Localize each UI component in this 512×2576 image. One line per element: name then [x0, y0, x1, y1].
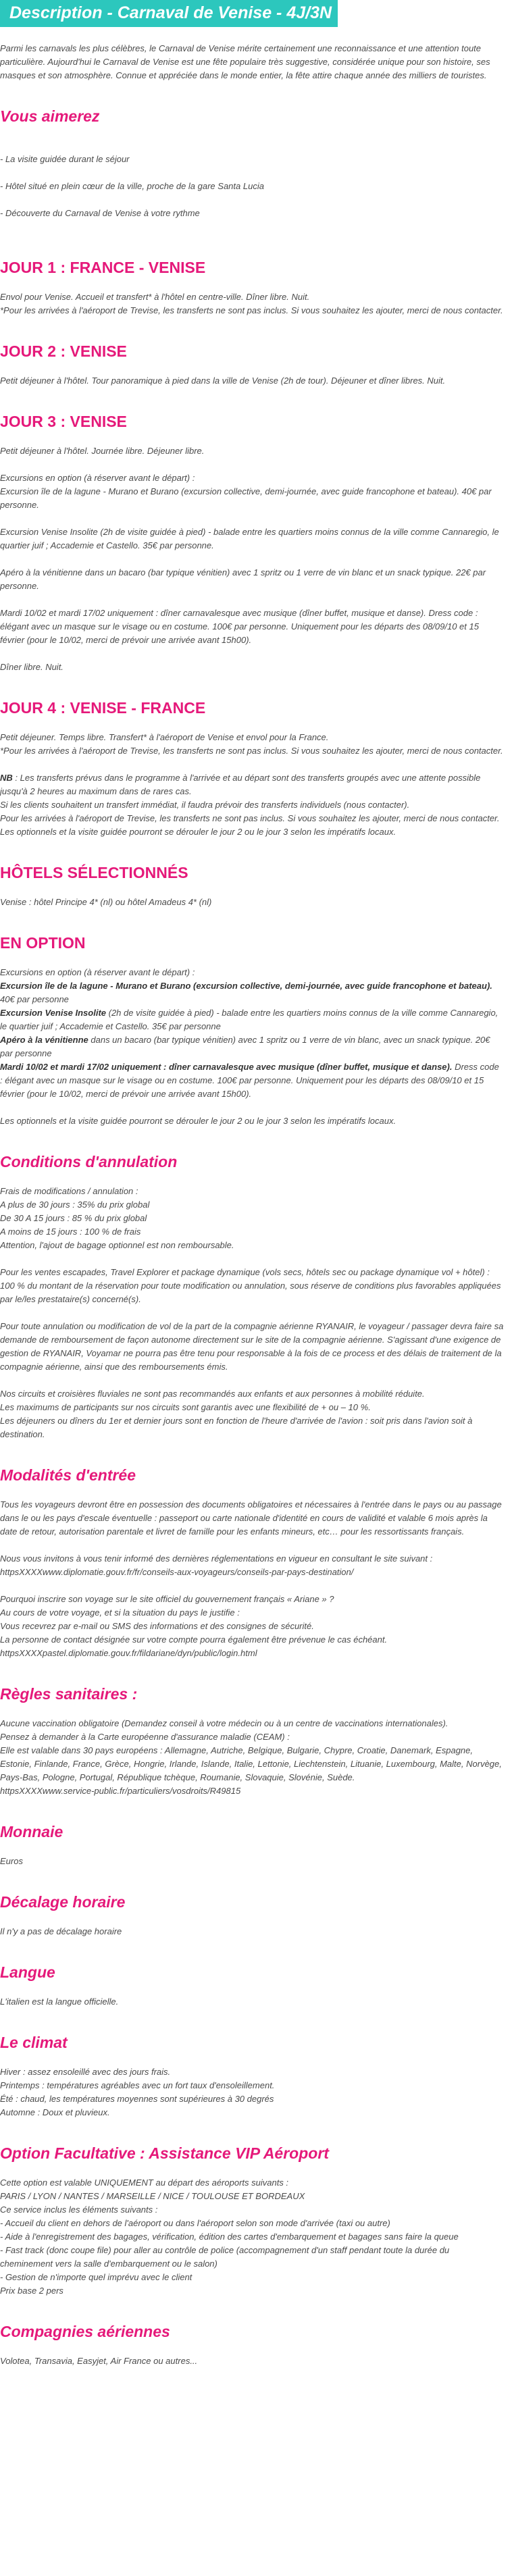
decalage-heading: Décalage horaire	[0, 1893, 126, 1911]
annulation-circuits: Nos circuits et croisières fluviales ne sont pas recommandés aux enfants et aux personnes à mobilité réduite. Les maximums de participants sur nos circuits sont garantis avec une flexibilité de + ou – 10 %. Les déjeuners ou dîners du 1er et dernier jours sont en fonction de l'heure d'arrivée de l'avion : soit pris dans l'avion soit à destination.	[0, 1389, 473, 1439]
hotels-text: Venise : hôtel Principe 4* (nl) ou hôtel Amadeus 4* (nl)	[0, 897, 212, 907]
day3-end: Dîner libre. Nuit.	[0, 662, 63, 672]
monnaie-heading: Monnaie	[0, 1823, 63, 1840]
nb-label: NB	[0, 773, 13, 783]
day3-insolite: Excursion Venise Insolite (2h de visite guidée à pied) - balade entre les quartiers moins connus de la ville comme Cannaregio, le quartier juif ; Accademie et Castello. 35€ par personne.	[0, 527, 499, 550]
option-diner	[0, 1060, 504, 1101]
entree-reglementation: Nous vous invitons à vous tenir informé des dernières réglementations en vigueur en consultant le site suivant : httpsXXXXwww.diplomatie.gouv.fr/fr/conseils-aux-voyageurs/conseils-par-pays-destination/	[0, 1553, 433, 1577]
day1-heading: JOUR 1 : FRANCE - VENISE	[0, 259, 206, 276]
day2-text: Petit déjeuner à l'hôtel. Tour panoramique à pied dans la ville de Venise (2h de tour). Déjeuner et dîner libres. Nuit.	[0, 376, 446, 386]
option-diner-title: Mardi 10/02 et mardi 17/02 uniquement : dîner carnavalesque avec musique (dîner buffet, musique et danse).	[0, 1062, 453, 1072]
option-diner-text: Dress code : élégant avec un masque sur le visage ou en costume. 100€ par personne. Uniquement pour les départs des 08/09/10 et 15 février (pour le 10/02, merci de prévoir une arrivée avant 15h00).	[0, 1062, 499, 1099]
day3-options: Excursions en option (à réserver avant le départ) : Excursion île de la lagune - Murano et Burano (excursion collective, demi-journée, avec guide francophone et bateau). 40€ par personne.	[0, 473, 492, 510]
section-heading-aimerez: Vous aimerez	[0, 107, 100, 125]
option-note: Les optionnels et la visite guidée pourront se dérouler le jour 2 ou le jour 3 selon les impératifs locaux.	[0, 1116, 396, 1126]
langue-heading: Langue	[0, 1963, 55, 1981]
day3-apero: Apéro à la vénitienne dans un bacaro (bar typique vénitien) avec 1 spritz ou 1 verre de vin blanc et un snack typique. 22€ par personne.	[0, 567, 486, 591]
option-intro: Excursions en option (à réserver avant le départ) :	[0, 967, 195, 977]
day4-nb	[0, 771, 504, 839]
climat-heading: Le climat	[0, 2034, 68, 2051]
sanitaires-text: Aucune vaccination obligatoire (Demandez conseil à votre médecin ou à un centre de vaccinations internationales). Pensez à demander à la Carte européenne d'assurance maladie (CEAM) : Elle est valable dans 30 pays européens : Allemagne, Autriche, Belgique, Bulgarie, Chypre, Croatie, Danemark, Espagne, Estonie, Finlande, France, Grèce, Hongrie, Irlande, Islande, Italie, Lettonie, Liechtenstein, Lituanie, Luxembourg, Malte, Norvège, Pays-Bas, Pologne, Portugal, République tchèque, Roumanie, Slovaquie, Slovénie, Suède. httpsXXXXwww.service-public.fr/particuliers/vosdroits/R49815	[0, 1718, 502, 1796]
day4-heading: JOUR 4 : VENISE - FRANCE	[0, 699, 206, 717]
day3-diner-carnaval: Mardi 10/02 et mardi 17/02 uniquement : dîner carnavalesque avec musique (dîner buffet, musique et danse). Dress code : élégant avec un masque sur le visage ou en costume. 100€ par personne. Uniquement pour les départs des 08/09/10 et 15 février (pour le 10/02, merci de prévoir une arrivée avant 15h00).	[0, 608, 479, 645]
annulation-fees: Frais de modifications / annulation : A plus de 30 jours : 35% du prix global De 30 A 15 jours : 85 % du prix global A moins de 15 jours : 100 % de frais Attention, l'ajout de bagage optionnel est non remboursable.	[0, 1186, 234, 1250]
option-insolite-text: (2h de visite guidée à pied) - balade entre les quartiers moins connus de la ville comme Cannaregio, le quartier juif ; Accademie et Castello. 35€ par personne	[0, 1008, 498, 1031]
option-apero-text: dans un bacaro (bar typique vénitien) avec 1 spritz ou 1 verre de vin blanc, avec un snack typique. 20€ par personne	[0, 1035, 490, 1058]
list-item: - La visite guidée durant le séjour	[0, 154, 130, 164]
option-insolite	[0, 1006, 504, 1033]
option-heading: EN OPTION	[0, 934, 86, 952]
list-item: - Hôtel situé en plein cœur de la ville, proche de la gare Santa Lucia	[0, 181, 264, 191]
entree-ariane: Pourquoi inscrire son voyage sur le site officiel du gouvernement français « Ariane » ? Au cours de votre voyage, et si la situation du pays le justifie : Vous recevrez par e-mail ou SMS des informations et des consignes de sécurité. La personne de contact désignée sur votre compte pourra également être prévenue le cas échéant. httpsXXXXpastel.diplomatie.gouv.fr/fildariane/dyn/public/login.html	[0, 1594, 388, 1658]
option-lagune	[0, 979, 504, 1006]
annulation-escapades: Pour les ventes escapades, Travel Explorer et package dynamique (vols secs, hôtels sec ou package dynamique vol + hôtel) : 100 % du montant de la réservation pour toute modification ou annulation, sous réserve de conditions plus favorables appliquées par le/les prestataire(s) concerné(s).	[0, 1267, 501, 1304]
nb-text: : Les transferts prévus dans le programme à l'arrivée et au départ sont des transferts groupés avec une attente possible jusqu'à 2 heures au maximum dans de rares cas. Si les clients souhaitent un transfert immédiat, il faudra prévoir des transferts individuels (nous contacter). Pour les arrivées à l'aéroport de Trevise, les transferts ne sont pas inclus. Si vous souhaitez les ajouter, merci de nous contacter. Les optionnels et la visite guidée pourront se dérouler le jour 2 ou le jour 3 selon les impératifs locaux.	[0, 773, 500, 837]
climat-text: Hiver : assez ensoleillé avec des jours frais. Printemps : températures agréables avec un fort taux d'ensoleillement. Été : chaud, les températures moyennes sont supérieures à 30 degrés Automne : Doux et pluvieux.	[0, 2067, 275, 2117]
compagnies-heading: Compagnies aériennes	[0, 2323, 170, 2340]
langue-text: L'italien est la langue officielle.	[0, 1997, 119, 2007]
intro-text: Parmi les carnavals les plus célèbres, le Carnaval de Venise mérite certainement une reconnaissance et une attention toute particulière. Aujourd'hui le Carnaval de Venise est une fête populaire très suggestive, considérée unique pour son histoire, ses masques et son atmosphère. Connue et appréciée dans le monde entier, la fête attire chaque année des milliers de touristes.	[0, 43, 490, 80]
vip-heading: Option Facultative : Assistance VIP Aéroport	[0, 2144, 329, 2162]
decalage-text: Il n'y a pas de décalage horaire	[0, 1926, 122, 1936]
annulation-heading: Conditions d'annulation	[0, 1153, 178, 1170]
annulation-ryanair: Pour toute annulation ou modification de vol de la part de la compagnie aérienne RYANAIR, le voyageur / passager devra faire sa demande de remboursement de façon autonome directement sur le site de la compagnie aérienne. S'agissant d'une exigence de gestion de RYANAIR, Voyamar ne pourra pas être tenu pour responsable à la fois de ce process et des délais de traitement de la compagnie aérienne, ainsi que des remboursements émis.	[0, 1321, 504, 1372]
option-insolite-title: Excursion Venise Insolite	[0, 1008, 107, 1018]
sanitaires-heading: Règles sanitaires :	[0, 1685, 138, 1703]
page-title: Description - Carnaval de Venise - 4J/3N	[0, 0, 338, 27]
option-lagune-price: 40€ par personne	[0, 994, 69, 1004]
day2-heading: JOUR 2 : VENISE	[0, 342, 127, 360]
entree-documents: Tous les voyageurs devront être en possession des documents obligatoires et nécessaires à l'entrée dans le pays ou au passage dans le ou les pays d'escale éventuelle : passeport ou carte nationale d'identité en cours de validité et valable 6 mois après la date de retour, autorisation parentale et livret de famille pour les enfants mineurs, etc… pour les ressortissants français.	[0, 1499, 502, 1537]
list-item: - Découverte du Carnaval de Venise à votre rythme	[0, 208, 200, 218]
option-apero-title: Apéro à la vénitienne	[0, 1035, 88, 1045]
day3-text: Petit déjeuner à l'hôtel. Journée libre. Déjeuner libre.	[0, 446, 205, 456]
day4-text: Petit déjeuner. Temps libre. Transfert* à l'aéroport de Venise et envol pour la France. *Pour les arrivées à l'aéroport de Trevise, les transferts ne sont pas inclus. Si vous souhaitez les ajouter, merci de nous contacter.	[0, 732, 503, 756]
option-lagune-title: Excursion île de la lagune - Murano et Burano (excursion collective, demi-journée, avec guide francophone et bateau).	[0, 981, 492, 991]
entree-heading: Modalités d'entrée	[0, 1466, 136, 1484]
vip-text: Cette option est valable UNIQUEMENT au départ des aéroports suivants : PARIS / LYON / NANTES / MARSEILLE / NICE / TOULOUSE ET BORDEAUX Ce service inclus les éléments suivants : - Accueil du client en dehors de l'aéroport ou dans l'aéroport selon son mode d'arrivée (taxi ou autre) - Aide à l'enregistrement des bagages, vérification, édition des cartes d'embarquement et bagages sans faire la queue - Fast track (donc coupe file) pour aller au contrôle de police (accompagnement d'un staff pendant toute la durée du cheminement vers la salle d'embarquement ou le salon) - Gestion de n'importe quel imprévu avec le client Prix base 2 pers	[0, 2178, 459, 2296]
day3-heading: JOUR 3 : VENISE	[0, 413, 127, 430]
option-apero	[0, 1033, 504, 1060]
aimerez-list	[0, 139, 504, 234]
compagnies-text: Volotea, Transavia, Easyjet, Air France ou autres...	[0, 2356, 198, 2366]
hotels-heading: HÔTELS SÉLECTIONNÉS	[0, 864, 188, 881]
day1-text: Envol pour Venise. Accueil et transfert* à l'hôtel en centre-ville. Dîner libre. Nuit. *Pour les arrivées à l'aéroport de Trevise, les transferts ne sont pas inclus. Si vous souhaitez les ajouter, merci de nous contacter.	[0, 292, 503, 315]
monnaie-text: Euros	[0, 1856, 23, 1866]
